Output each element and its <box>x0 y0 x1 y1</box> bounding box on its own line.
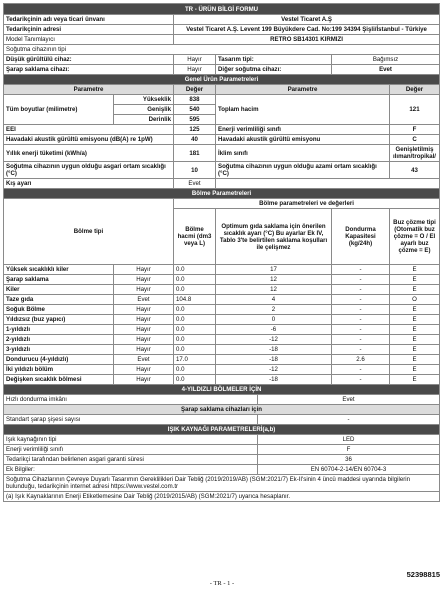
row-freeze: - <box>332 335 390 345</box>
height-value: 838 <box>174 95 216 105</box>
four-star-title: 4-YILDIZLI BÖLMELER İÇİN <box>4 385 440 395</box>
table-row <box>4 285 440 295</box>
row-volume: 0.0 <box>174 325 216 335</box>
table-row <box>4 295 440 305</box>
light-source-title: IŞIK KAYNAĞI PARAMETRELERİ(a,b) <box>4 425 440 435</box>
noise-value: 40 <box>174 135 216 145</box>
min-temp-value: 10 <box>174 162 216 179</box>
warranty-value: 36 <box>258 455 440 465</box>
compartment-col-temp: Optimum gıda saklama için önerilen sıcaklık ayarı (°C) Bu ayarlar Ek IV, Tablo 3'te belirtilen saklama koşulları ile çelişmez <box>216 209 332 265</box>
light-class-label: Enerji verimliliği sınıfı <box>4 445 258 455</box>
row-defrost: E <box>390 305 440 315</box>
product-info-sheet <box>3 3 439 502</box>
other-device-label: Diğer soğutma cihazı: <box>216 65 332 75</box>
general-col-param: Parametre <box>4 85 174 95</box>
climate-class-value: Genişletilmiş ılıman/tropikal/ <box>390 145 440 162</box>
height-label: Yükseklik <box>114 95 174 105</box>
document-code: 52398815 <box>406 570 440 579</box>
general-col-value: Değer <box>174 85 216 95</box>
compartment-col-volume: Bölme hacmi (dm3 veya L) <box>174 209 216 265</box>
row-freeze: - <box>332 305 390 315</box>
row-name: Şarap saklama <box>4 275 114 285</box>
row-volume: 17.0 <box>174 355 216 365</box>
light-class-value: F <box>258 445 440 455</box>
noise-class-value: C <box>390 135 440 145</box>
energy-class-value: F <box>390 125 440 135</box>
row-volume: 0.0 <box>174 345 216 355</box>
row-name: 1-yıldızlı <box>4 325 114 335</box>
row-defrost: E <box>390 345 440 355</box>
row-freeze: - <box>332 275 390 285</box>
row-freeze: - <box>332 295 390 305</box>
other-device-value: Evet <box>332 65 440 75</box>
noise-class-label: Havadaki akustik gürültü emisyonu <box>216 135 390 145</box>
row-defrost: E <box>390 375 440 385</box>
light-type-label: Işık kaynağının tipi <box>4 435 258 445</box>
supplier-name-label: Tedarikçinin adı veya ticari ünvanı <box>4 15 174 25</box>
total-volume-value: 121 <box>390 95 440 125</box>
note-2: (a) Işık Kaynaklarının Enerji Etiketlemesine Dair Tebliğ (2019/2015/AB) (SGM:2021/7) uyarıca hesaplanır. <box>4 492 440 502</box>
max-temp-label: Soğutma cihazının uygun olduğu azami ortam sıcaklığı (°C) <box>216 162 390 179</box>
row-name: Soğuk Bölme <box>4 305 114 315</box>
depth-value: 595 <box>174 115 216 125</box>
warranty-label: Tedarikçi tarafından belirlenen asgari garanti süresi <box>4 455 258 465</box>
light-type-value: LED <box>258 435 440 445</box>
row-freeze: - <box>332 365 390 375</box>
wine-storage-value: Hayır <box>174 65 216 75</box>
eei-label: EEI <box>4 125 174 135</box>
wine-storage-label: Şarap saklama cihazı: <box>4 65 174 75</box>
row-present: Evet <box>114 355 174 365</box>
row-defrost: E <box>390 325 440 335</box>
winter-blank-cell <box>216 179 440 189</box>
low-noise-value: Hayır <box>174 55 216 65</box>
row-present: Hayır <box>114 375 174 385</box>
compartment-col-type: Bölme tipi <box>4 199 174 265</box>
general-col-param-2: Parametre <box>216 85 390 95</box>
general-params-title: Genel Ürün Parametreleri <box>4 75 440 85</box>
form-title: TR - ÜRÜN BİLGİ FORMU <box>4 4 440 15</box>
width-value: 540 <box>174 105 216 115</box>
annex-label: Ek Bilgiler: <box>4 465 258 475</box>
depth-label: Derinlik <box>114 115 174 125</box>
compartment-col-defrost: Buz çözme tipi (Otomatik buz çözme = O / El ayarlı buz çözme = E) <box>390 209 440 265</box>
device-type-label: Soğutma cihazının tipi <box>4 45 440 55</box>
row-defrost: E <box>390 285 440 295</box>
row-volume: 0.0 <box>174 315 216 325</box>
page-number: - TR - 1 - <box>209 580 235 587</box>
row-temp: 4 <box>216 295 332 305</box>
fast-freeze-value: Evet <box>258 395 440 405</box>
row-volume: 0.0 <box>174 365 216 375</box>
winter-setting-value: Evet <box>174 179 216 189</box>
min-temp-label: Soğutma cihazının uygun olduğu asgari ortam sıcaklığı (°C) <box>4 162 174 179</box>
row-name: Dondurucu (4-yıldızlı) <box>4 355 114 365</box>
dimensions-label: Tüm boyutlar (milimetre) <box>4 95 114 125</box>
supplier-address-value: Vestel Ticaret A.Ş. Levent 199 Büyükdere Cad. No:199 34394 Şişli/İstanbul - Türkiye <box>174 25 440 35</box>
supplier-address-label: Tedarikçinin adresi <box>4 25 174 35</box>
table-row <box>4 325 440 335</box>
table-row <box>4 335 440 345</box>
row-present: Hayır <box>114 325 174 335</box>
compartment-subtitle: Bölme parametreleri ve değerleri <box>174 199 440 209</box>
total-volume-label: Toplam hacim <box>216 95 390 125</box>
max-temp-value: 43 <box>390 162 440 179</box>
row-name: Değişken sıcaklık bölmesi <box>4 375 114 385</box>
energy-class-label: Enerji verimliliği sınıfı <box>216 125 390 135</box>
row-temp: -18 <box>216 355 332 365</box>
row-name: Taze gıda <box>4 295 114 305</box>
row-present: Evet <box>114 295 174 305</box>
row-name: Kiler <box>4 285 114 295</box>
row-temp: -18 <box>216 345 332 355</box>
low-noise-label: Düşük gürültülü cihaz: <box>4 55 174 65</box>
row-volume: 0.0 <box>174 275 216 285</box>
general-col-value-2: Değer <box>390 85 440 95</box>
row-defrost: E <box>390 335 440 345</box>
row-freeze: - <box>332 325 390 335</box>
annual-energy-label: Yıllık enerji tüketimi (kWh/a) <box>4 145 174 162</box>
design-type-label: Tasarım tipi: <box>216 55 332 65</box>
model-label: Model Tanımlayıcı <box>4 35 174 45</box>
row-present: Hayır <box>114 305 174 315</box>
row-present: Hayır <box>114 335 174 345</box>
row-temp: -6 <box>216 325 332 335</box>
row-freeze: - <box>332 285 390 295</box>
row-temp: 0 <box>216 315 332 325</box>
fast-freeze-label: Hızlı dondurma imkânı <box>4 395 258 405</box>
table-row <box>4 365 440 375</box>
climate-class-label: İklim sınıfı <box>216 145 390 162</box>
row-defrost: E <box>390 265 440 275</box>
row-present: Hayır <box>114 275 174 285</box>
table-row <box>4 375 440 385</box>
row-volume: 0.0 <box>174 375 216 385</box>
row-volume: 0.0 <box>174 335 216 345</box>
row-freeze: 2.6 <box>332 355 390 365</box>
noise-label: Havadaki akustik gürültü emisyonu (dB(A) re 1pW) <box>4 135 174 145</box>
table-row <box>4 315 440 325</box>
row-volume: 0.0 <box>174 305 216 315</box>
wine-section-title: Şarap saklama cihazları için <box>4 405 440 415</box>
compartment-col-freeze: Dondurma Kapasitesi (kg/24h) <box>332 209 390 265</box>
row-name: Yıldızsız (buz yapıcı) <box>4 315 114 325</box>
row-present: Hayır <box>114 285 174 295</box>
row-volume: 104.8 <box>174 295 216 305</box>
row-temp: -12 <box>216 365 332 375</box>
table-row <box>4 275 440 285</box>
row-defrost: O <box>390 295 440 305</box>
product-info-table <box>3 3 440 502</box>
design-type-value: Bağımsız <box>332 55 440 65</box>
row-volume: 0.0 <box>174 285 216 295</box>
row-temp: -12 <box>216 335 332 345</box>
model-value: RETRO SB14301 KIRMIZI <box>174 35 440 45</box>
row-defrost: E <box>390 365 440 375</box>
compartment-params-title: Bölme Parametreleri <box>4 189 440 199</box>
row-defrost: E <box>390 275 440 285</box>
row-defrost: E <box>390 355 440 365</box>
table-row <box>4 345 440 355</box>
winter-setting-label: Kış ayarı <box>4 179 174 189</box>
table-row <box>4 355 440 365</box>
row-temp: -18 <box>216 375 332 385</box>
row-freeze: - <box>332 315 390 325</box>
row-present: Hayır <box>114 365 174 375</box>
row-temp: 17 <box>216 265 332 275</box>
row-freeze: - <box>332 345 390 355</box>
row-temp: 12 <box>216 275 332 285</box>
wine-bottles-value: - <box>258 415 440 425</box>
note-1: Soğutma Cihazlarının Çevreye Duyarlı Tasarımın Gereklilikleri Dair Tebliğ (2019/2019/AB) (SGM:2021/7) Ek-II'sinin 4 üncü maddesi uyarında bilgilerin bulunduğu, tedarikçinin internet adresi https://www.vestel.com.tr <box>4 475 440 492</box>
row-volume: 0.0 <box>174 265 216 275</box>
row-present: Hayır <box>114 315 174 325</box>
row-name: 2-yıldızlı <box>4 335 114 345</box>
row-temp: 12 <box>216 285 332 295</box>
row-name: İki yıldızlı bölüm <box>4 365 114 375</box>
compartment-rows <box>4 265 440 385</box>
row-freeze: - <box>332 375 390 385</box>
table-row <box>4 265 440 275</box>
row-temp: 2 <box>216 305 332 315</box>
row-present: Hayır <box>114 345 174 355</box>
width-label: Genişlik <box>114 105 174 115</box>
row-defrost: E <box>390 315 440 325</box>
row-freeze: - <box>332 265 390 275</box>
row-name: Yüksek sıcaklıklı kiler <box>4 265 114 275</box>
row-name: 3-yıldızlı <box>4 345 114 355</box>
row-present: Hayır <box>114 265 174 275</box>
supplier-name-value: Vestel Ticaret A.Ş <box>174 15 440 25</box>
annex-value: EN 60704-2-14/EN 60704-3 <box>258 465 440 475</box>
annual-energy-value: 181 <box>174 145 216 162</box>
table-row <box>4 305 440 315</box>
wine-bottles-label: Standart şarap şişesi sayısı <box>4 415 258 425</box>
eei-value: 125 <box>174 125 216 135</box>
